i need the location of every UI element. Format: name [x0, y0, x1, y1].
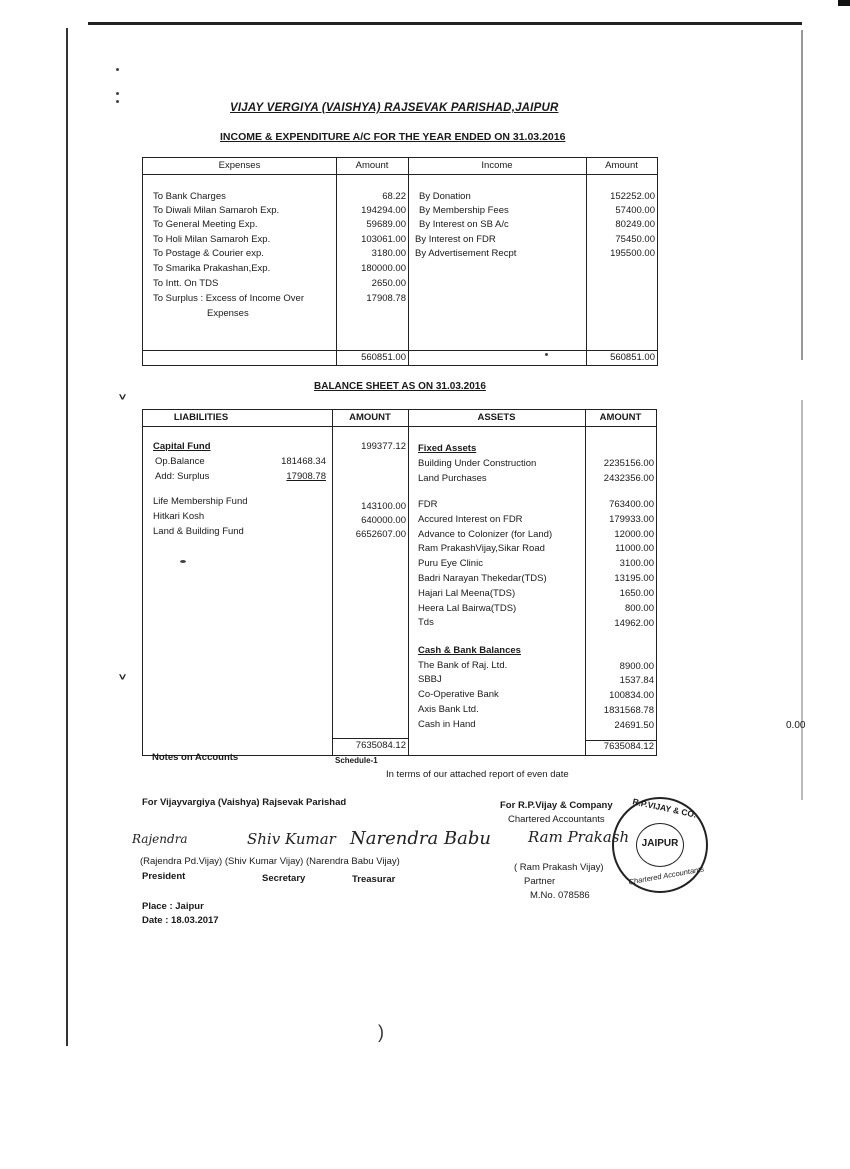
asset-amount: 1831568.78 — [603, 705, 654, 716]
asset-label: Advance to Colonizer (for Land) — [418, 529, 553, 540]
asset-amount: 24691.50 — [614, 720, 654, 731]
seal-inner-ring — [636, 823, 684, 867]
expense-label: To General Meeting Exp. — [153, 219, 258, 230]
scan-edge-left — [66, 28, 68, 1046]
header-income: Income — [481, 160, 513, 171]
op-balance-value: 181468.34 — [281, 456, 326, 467]
asset-amount: 100834.00 — [609, 690, 654, 701]
liability-amount: 6652607.00 — [355, 529, 406, 540]
schedule-label: Schedule-1 — [335, 756, 378, 765]
signatory-names: (Rajendra Pd.Vijay) (Shiv Kumar Vijay) (Narendra Babu Vijay) — [140, 856, 400, 867]
liability-label: Hitkari Kosh — [153, 511, 205, 522]
scan-edge-right-lower — [801, 400, 803, 800]
membership-number: M.No. 078586 — [530, 890, 590, 901]
for-company: For R.P.Vijay & Company — [500, 800, 613, 811]
partner-label: Partner — [524, 876, 556, 887]
header-amount: Amount — [605, 160, 638, 171]
expense-amount: 180000.00 — [361, 263, 406, 274]
income-expenditure-title: INCOME & EXPENDITURE A/C FOR THE YEAR ENDED ON 31.03.2016 — [220, 131, 566, 143]
income-expenditure-table — [142, 157, 658, 366]
income-label: By Interest on FDR — [415, 234, 496, 245]
president-label: President — [142, 871, 186, 882]
total-assets: 7635084.12 — [603, 741, 654, 752]
scan-edge-right — [801, 30, 803, 360]
income-label: By Interest on SB A/c — [419, 219, 509, 230]
company-seal — [612, 797, 708, 893]
stray-value: 0.00 — [786, 720, 806, 731]
balance-sheet-title: BALANCE SHEET AS ON 31.03.2016 — [314, 381, 486, 392]
date: Date : 18.03.2017 — [142, 915, 219, 926]
scan-speck — [116, 68, 119, 71]
asset-label: Land Purchases — [418, 473, 487, 484]
asset-label: Hajari Lal Meena(TDS) — [418, 588, 516, 599]
asset-label: SBBJ — [418, 674, 442, 685]
seal-top-text: R.P.VIJAY & CO. — [631, 796, 698, 820]
margin-mark: ˅ — [117, 393, 128, 418]
expense-amount: 2650.00 — [371, 278, 406, 289]
expense-label: To Bank Charges — [153, 191, 226, 202]
asset-label: Badri Narayan Thekedar(TDS) — [418, 573, 547, 584]
notes-on-accounts: Notes on Accounts — [152, 752, 239, 763]
header-assets: ASSETS — [477, 412, 516, 423]
asset-amount: 763400.00 — [609, 499, 654, 510]
expense-label: To Diwali Milan Samaroh Exp. — [153, 205, 280, 216]
liability-label: Land & Building Fund — [153, 526, 244, 537]
asset-amount: 11000.00 — [615, 543, 654, 554]
treasurer-label: Treasurar — [352, 874, 396, 885]
income-amount: 80249.00 — [615, 219, 655, 230]
asset-label: Building Under Construction — [418, 458, 537, 469]
asset-label: Puru Eye Clinic — [418, 558, 483, 569]
expense-amount: 3180.00 — [371, 248, 406, 259]
total-liabilities: 7635084.12 — [355, 740, 406, 751]
asset-amount: 14962.00 — [614, 618, 654, 629]
asset-amount: 1537.84 — [619, 675, 654, 686]
header-amount: Amount — [355, 160, 389, 171]
asset-amount: 3100.00 — [619, 558, 654, 569]
income-label: By Donation — [419, 191, 471, 202]
expense-label: To Smarika Prakashan,Exp. — [153, 263, 271, 274]
asset-amount: 2235156.00 — [603, 458, 654, 469]
scan-speck — [116, 100, 119, 103]
asset-amount: 800.00 — [624, 603, 654, 614]
asset-label: Accured Interest on FDR — [418, 514, 523, 525]
scan-corner — [838, 0, 850, 6]
header-expenses: Expenses — [218, 160, 261, 171]
income-amount: 75450.00 — [615, 234, 655, 245]
report-text: In terms of our attached report of even date — [386, 769, 569, 780]
capital-fund-total: 199377.12 — [361, 441, 406, 452]
signature-secretary: Shiv Kumar — [247, 830, 336, 848]
header-liabilities: LIABILITIES — [173, 412, 229, 423]
asset-amount: 1650.00 — [619, 588, 654, 599]
expense-amount: 68.22 — [382, 191, 406, 202]
expense-amount: 59689.00 — [366, 219, 406, 230]
income-amount: 152252.00 — [610, 191, 655, 202]
income-label: By Membership Fees — [419, 205, 509, 216]
for-parishad: For Vijayvargiya (Vaishya) Rajsevak Parishad — [142, 797, 347, 808]
total-income: 560851.00 — [610, 352, 655, 363]
liability-amount: 143100.00 — [361, 501, 406, 512]
signature-president: Rajendra — [132, 832, 188, 846]
asset-label: Tds — [418, 617, 434, 628]
organization-title: VIJAY VERGIYA (VAISHYA) RAJSEVAK PARISHAD,JAIPUR — [230, 102, 559, 114]
add-surplus-value: 17908.78 — [286, 471, 326, 482]
asset-label: Co-Operative Bank — [418, 689, 499, 700]
balance-sheet-table — [142, 409, 657, 756]
asset-amount: 13195.00 — [614, 573, 654, 584]
signature-treasurer: Narendra Babu — [350, 828, 491, 849]
place: Place : Jaipur — [142, 901, 204, 912]
fixed-assets-title: Fixed Assets — [418, 443, 477, 454]
asset-label: Cash in Hand — [418, 719, 476, 730]
asset-amount: 179933.00 — [609, 514, 654, 525]
expense-label: To Holi Milan Samaroh Exp. — [153, 234, 271, 245]
chartered-accountants: Chartered Accountants — [508, 814, 605, 825]
seal-center-text: JAIPUR — [641, 838, 679, 849]
expense-label: To Postage & Courier exp. — [153, 248, 264, 259]
expense-amount: 103061.00 — [361, 234, 406, 245]
asset-label: Ram PrakashVijay,Sikar Road — [418, 543, 545, 554]
seal-bottom-text: Chartered Accountants — [627, 864, 705, 887]
asset-label: The Bank of Raj. Ltd. — [418, 660, 508, 671]
scan-edge-top — [88, 22, 802, 25]
signature-partner: Ram Prakash — [528, 828, 630, 846]
expense-label: Expenses — [207, 308, 249, 319]
op-balance-label: Op.Balance — [155, 456, 205, 467]
liability-label: Life Membership Fund — [153, 496, 248, 507]
asset-label: Heera Lal Bairwa(TDS) — [418, 603, 517, 614]
asset-label: Axis Bank Ltd. — [418, 704, 479, 715]
cash-bank-title: Cash & Bank Balances — [418, 645, 521, 656]
asset-amount: 2432356.00 — [603, 473, 654, 484]
scan-mark: ) — [378, 1022, 384, 1042]
liability-amount: 640000.00 — [361, 515, 406, 526]
margin-mark: ˅ — [117, 673, 128, 698]
expense-label: To Intt. On TDS — [153, 278, 219, 289]
income-amount: 57400.00 — [615, 205, 655, 216]
expense-amount: 194294.00 — [361, 205, 406, 216]
income-label: By Advertisement Recpt — [415, 248, 517, 259]
total-expenses: 560851.00 — [361, 352, 406, 363]
secretary-label: Secretary — [262, 873, 306, 884]
header-amount: AMOUNT — [349, 412, 391, 423]
expense-label: To Surplus : Excess of Income Over — [153, 293, 305, 304]
asset-label: FDR — [418, 499, 438, 510]
income-amount: 195500.00 — [610, 248, 655, 259]
scan-speck — [116, 92, 119, 95]
header-amount: AMOUNT — [599, 412, 642, 423]
partner-name: ( Ram Prakash Vijay) — [514, 862, 604, 873]
capital-fund-title: Capital Fund — [153, 441, 211, 452]
asset-amount: 8900.00 — [619, 661, 654, 672]
asset-amount: 12000.00 — [614, 529, 654, 540]
expense-amount: 17908.78 — [366, 293, 406, 304]
add-surplus-label: Add: Surplus — [155, 471, 210, 482]
